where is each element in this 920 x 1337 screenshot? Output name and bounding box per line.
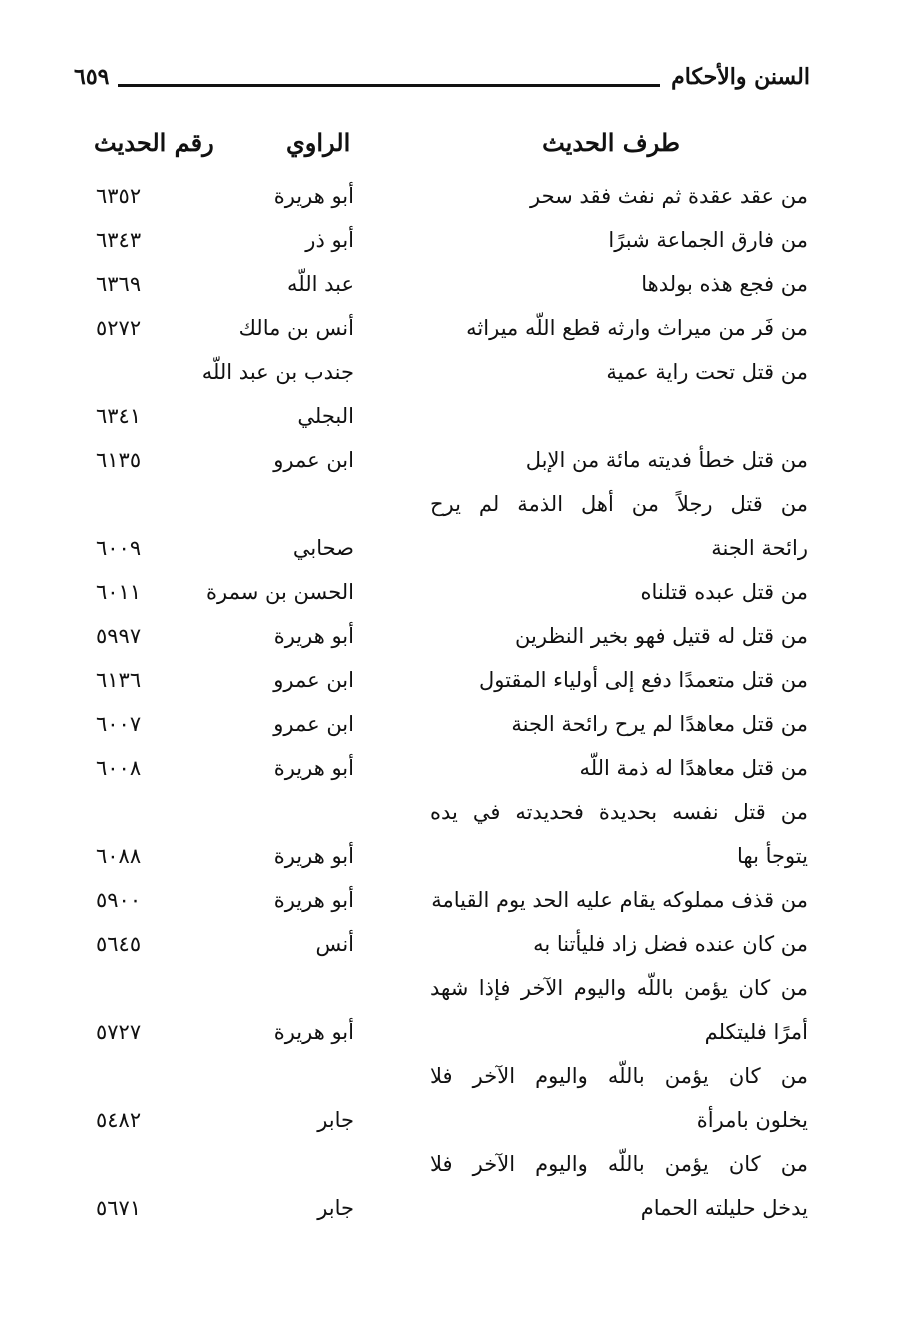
- hadith-text: من كان يؤمن باللّه واليوم الآخر فإذا شهد: [430, 976, 808, 1000]
- hadith-number: ٦١٣٥: [96, 448, 142, 472]
- table-row: [0, 530, 920, 574]
- hadith-number: ٥٧٢٧: [96, 1020, 142, 1044]
- hadith-number: ٥٦٧١: [96, 1196, 142, 1220]
- hadith-text: من عقد عقدة ثم نفث فقد سحر: [530, 184, 808, 208]
- table-row: [0, 1102, 920, 1146]
- rawi-name: أبو هريرة: [273, 756, 354, 780]
- hadith-number: ٦٠٠٩: [96, 536, 142, 560]
- hadith-number: ٥٢٧٢: [96, 316, 142, 340]
- hadith-number: ٦٣٤٣: [96, 228, 142, 252]
- table-row: [0, 310, 920, 354]
- hadith-text: من قتل تحت راية عمية: [606, 360, 808, 384]
- rawi-name: أنس: [315, 932, 354, 956]
- hadith-text: من قذف مملوكه يقام عليه الحد يوم القيامة: [431, 888, 808, 912]
- hadith-text: من كان يؤمن باللّه واليوم الآخر فلا: [430, 1152, 808, 1176]
- hadith-text: من فَر من ميراث وارثه قطع اللّه ميراثه: [466, 316, 808, 340]
- hadith-number: ٦٣٥٢: [96, 184, 142, 208]
- rawi-name: أبو هريرة: [273, 844, 354, 868]
- hadith-text: يخلون بامرأة: [696, 1108, 808, 1132]
- rawi-name: أبو ذر: [305, 228, 354, 252]
- table-row: [0, 750, 920, 794]
- table-row: [0, 1058, 920, 1102]
- hadith-text: من فجع هذه بولدها: [641, 272, 808, 296]
- hadith-number: ٦١٣٦: [96, 668, 142, 692]
- hadith-text: أمرًا فليتكلم: [704, 1020, 808, 1044]
- hadith-number: ٦٠١١: [96, 580, 142, 604]
- rawi-name: ابن عمرو: [273, 712, 354, 736]
- hadith-text: من كان عنده فضل زاد فليأتنا به: [533, 932, 808, 956]
- table-row: [0, 618, 920, 662]
- rawi-name: جابر: [317, 1196, 354, 1220]
- hadith-text: من فارق الجماعة شبرًا: [608, 228, 808, 252]
- hadith-text: من قتل معاهدًا له ذمة اللّه: [579, 756, 808, 780]
- hadith-text: رائحة الجنة: [711, 536, 808, 560]
- hadith-number: ٦٠٠٧: [96, 712, 142, 736]
- hadith-text: من قتل نفسه بحديدة فحديدته في يده: [430, 800, 808, 824]
- rawi-name: جابر: [317, 1108, 354, 1132]
- table-row: [0, 706, 920, 750]
- rawi-name: ابن عمرو: [273, 448, 354, 472]
- rawi-name: ابن عمرو: [273, 668, 354, 692]
- table-row: [0, 926, 920, 970]
- table-row: [0, 794, 920, 838]
- rawi-name: أنس بن مالك: [238, 316, 354, 340]
- hadith-number: ٥٤٨٢: [96, 1108, 142, 1132]
- hadith-text: من قتل عبده قتلناه: [640, 580, 808, 604]
- hadith-text: يتوجأ بها: [736, 844, 808, 868]
- table-row: [0, 1014, 920, 1058]
- hadith-index-table: [0, 178, 920, 1234]
- hadith-number: ٦٠٨٨: [96, 844, 142, 868]
- hadith-text: من قتل خطأ فديته مائة من الإبل: [525, 448, 808, 472]
- table-row: [0, 1190, 920, 1234]
- table-row: [0, 266, 920, 310]
- rawi-name: الحسن بن سمرة: [205, 580, 354, 604]
- rawi-name: أبو هريرة: [273, 624, 354, 648]
- header-rawi: الراوي: [286, 128, 351, 157]
- table-row: [0, 442, 920, 486]
- page-header: [60, 62, 810, 102]
- table-row: [0, 838, 920, 882]
- rawi-name: البجلي: [297, 404, 354, 428]
- rawi-name: صحابي: [292, 536, 354, 560]
- table-row: [0, 486, 920, 530]
- running-title: السنن والأحكام: [671, 64, 810, 90]
- header-number: رقم الحديث: [94, 128, 214, 157]
- header-rule: [118, 84, 660, 87]
- hadith-text: من قتل معاهدًا لم يرح رائحة الجنة: [511, 712, 808, 736]
- rawi-name: أبو هريرة: [273, 888, 354, 912]
- column-headers: [0, 128, 920, 168]
- table-row: [0, 178, 920, 222]
- hadith-number: ٦٣٦٩: [96, 272, 142, 296]
- rawi-name: أبو هريرة: [273, 1020, 354, 1044]
- hadith-number: ٥٦٤٥: [96, 932, 142, 956]
- hadith-number: ٥٩٩٧: [96, 624, 142, 648]
- hadith-text: من قتل له قتيل فهو بخير النظرين: [515, 624, 808, 648]
- hadith-number: ٦٠٠٨: [96, 756, 142, 780]
- table-row: [0, 574, 920, 618]
- table-row: [0, 354, 920, 398]
- rawi-name: أبو هريرة: [273, 184, 354, 208]
- rawi-name: عبد اللّه: [286, 272, 354, 296]
- hadith-text: من قتل متعمدًا دفع إلى أولياء المقتول: [478, 668, 808, 692]
- header-hadith: طرف الحديث: [542, 128, 680, 157]
- rawi-name: جندب بن عبد اللّه: [201, 360, 354, 384]
- hadith-text: من قتل رجلاً من أهل الذمة لم يرح: [430, 492, 808, 516]
- hadith-text: من كان يؤمن باللّه واليوم الآخر فلا: [430, 1064, 808, 1088]
- table-row: [0, 662, 920, 706]
- hadith-text: يدخل حليلته الحمام: [640, 1196, 808, 1220]
- hadith-number: ٦٣٤١: [96, 404, 142, 428]
- table-row: [0, 882, 920, 926]
- table-row: [0, 970, 920, 1014]
- hadith-number: ٥٩٠٠: [96, 888, 142, 912]
- table-row: [0, 1146, 920, 1190]
- page-number: ٦٥٩: [74, 64, 110, 90]
- table-row: [0, 398, 920, 442]
- table-row: [0, 222, 920, 266]
